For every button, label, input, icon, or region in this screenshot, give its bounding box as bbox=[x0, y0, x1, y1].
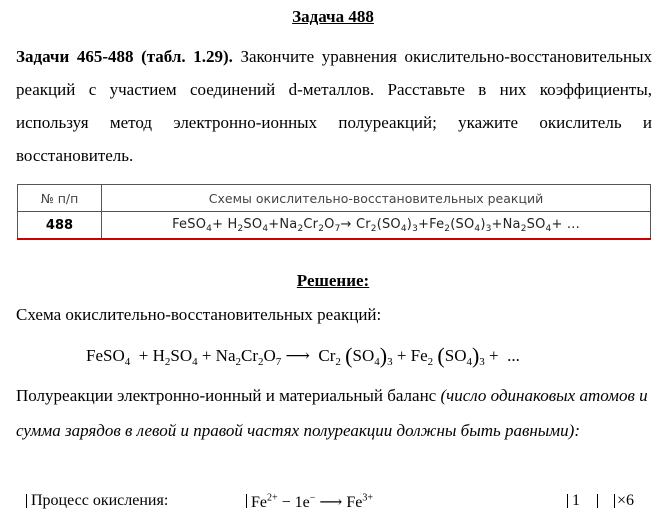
electron-coefficient: 1 bbox=[572, 492, 580, 509]
scheme-label: Схема окислительно-восстановительных реакций: bbox=[16, 305, 382, 324]
reaction-scheme-cell: FeSO$_4$+ $H_2SO_4+Na_2Cr_2O_7\to Cr_2(SO_4)_3+Fe_2(SO_4)_3+Na_2SO_4+$ ... bbox=[102, 212, 651, 240]
reaction-equation: FeSO$_4$ + $H_2SO_4 + Na_2Cr_2O_7$ ⟶ $Cr_2$ $(SO_4)_3 + Fe_2$ $(SO_4)_3$ + ... bbox=[86, 343, 520, 368]
reaction-table bbox=[17, 184, 651, 240]
task-range: Задачи 465-488 (табл. 1.29). bbox=[16, 47, 233, 66]
half-reactions-normal: Полуреакции электронно-ионный и материальный баланс bbox=[16, 386, 441, 405]
task-text: Закончите уравнения окислительно-восстановительных реакций с участием соединений d-металлов. Расставьте в них коэффициенты, используя метод электронно-ионных полуреакций; укажите окислитель и восстановитель. bbox=[16, 47, 653, 165]
oxidation-label: Процесс окисления: bbox=[31, 492, 169, 509]
solution-title: Решение: bbox=[296, 271, 370, 290]
task-statement bbox=[16, 40, 652, 172]
table-row bbox=[18, 212, 651, 240]
col-scheme-header: Схемы окислительно-восстановительных реакций bbox=[102, 185, 651, 212]
multiplier: ×6 bbox=[617, 492, 635, 509]
task-title: Задача 488 bbox=[292, 7, 374, 26]
oxidation-row bbox=[0, 492, 666, 512]
half-reactions-text bbox=[16, 378, 652, 448]
col-num-header: № п/п bbox=[18, 185, 102, 212]
row-number: 488 bbox=[18, 212, 102, 240]
table-header-row bbox=[18, 185, 651, 212]
half-reactions-italic: (число одинаковых атомов и сумма зарядов в левой и правой частях полуреакции должны быть равными): bbox=[16, 386, 648, 440]
oxidation-half-reaction: $Fe^{2+} - 1e^-$ ⟶ $Fe^{3+}$ bbox=[251, 492, 373, 511]
